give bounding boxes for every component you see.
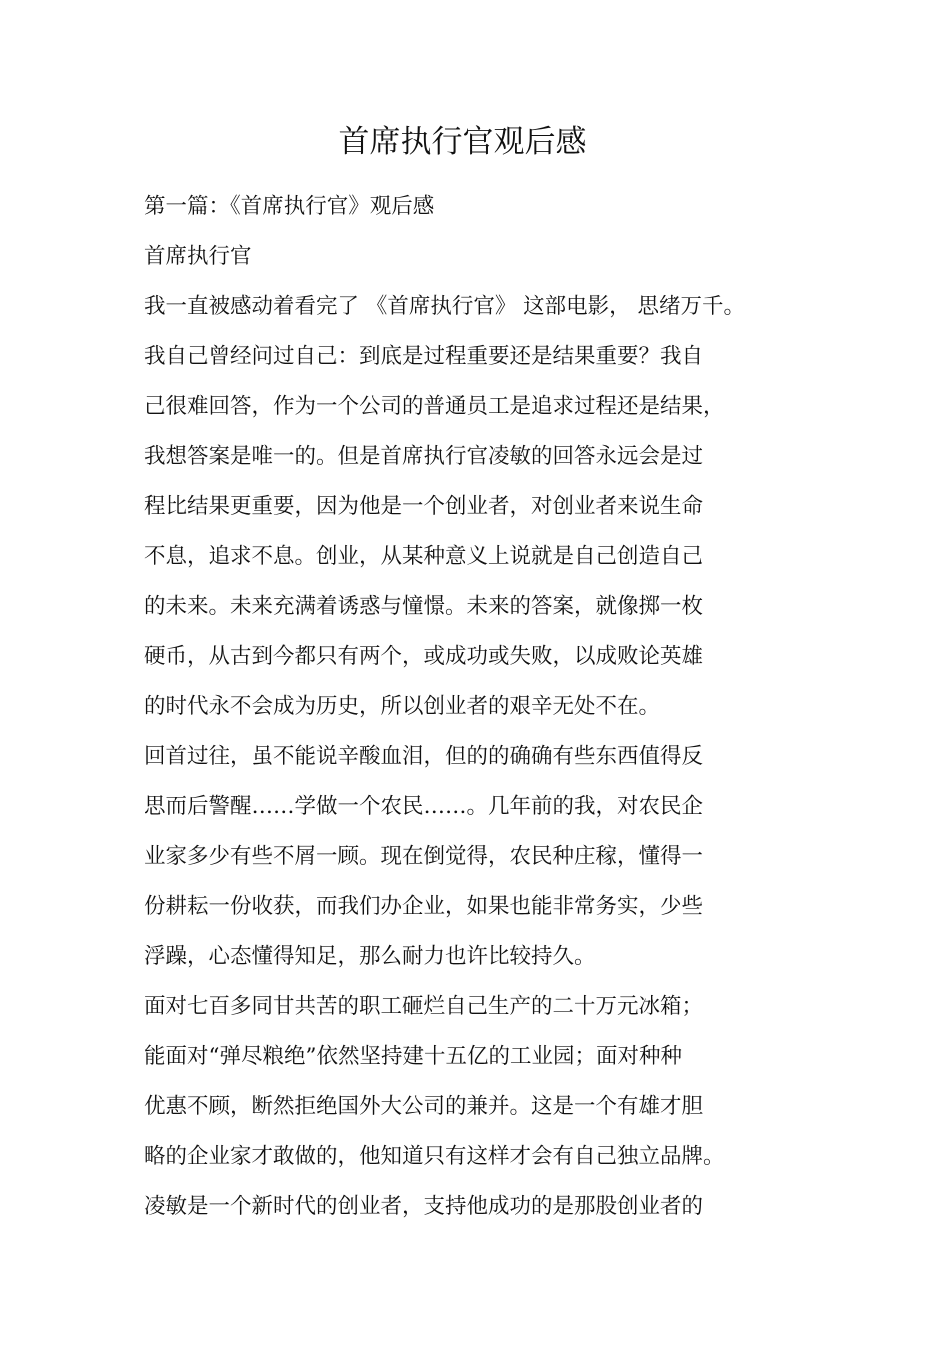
- body-line: 我自己曾经问过自己：到底是过程重要还是结果重要？我自: [144, 344, 704, 369]
- body-line: 硬币，从古到今都只有两个，或成功或失败，以成败论英雄: [144, 644, 704, 669]
- body-line: 面对七百多同甘共苦的职工砸烂自己生产的二十万元冰箱；: [144, 994, 704, 1019]
- body-line: 凌敏是一个新时代的创业者，支持他成功的是那股创业者的: [144, 1194, 704, 1219]
- body-line: 我想答案是唯一的。但是首席执行官凌敏的回答永远会是过: [144, 444, 704, 469]
- body-line: 程比结果更重要，因为他是一个创业者，对创业者来说生命: [144, 494, 704, 519]
- body-line: 的时代永不会成为历史，所以创业者的艰辛无处不在。: [144, 694, 661, 719]
- body-line: 优惠不顾，断然拒绝国外大公司的兼并。这是一个有雄才胆: [144, 1094, 704, 1119]
- body-line: 不息，追求不息。创业，从某种意义上说就是自己创造自己: [144, 544, 704, 569]
- body-line: 能面对“弹尽粮绝”依然坚持建十五亿的工业园；面对种种: [144, 1044, 682, 1069]
- body-line: 份耕耘一份收获，而我们办企业，如果也能非常务实，少些: [144, 894, 704, 919]
- subtitle-line: 第一篇：《首席执行官》观后感: [144, 194, 435, 219]
- body-line: 己很难回答，作为一个公司的普通员工是追求过程还是结果，: [144, 394, 725, 419]
- body-line: 我一直被感动着看完了 《首席执行官》 这部电影， 思绪万千。: [144, 294, 746, 319]
- body-line: 回首过往，虽不能说辛酸血泪，但的的确确有些东西值得反: [144, 744, 704, 769]
- body-line: 思而后警醒……学做一个农民……。几年前的我，对农民企: [144, 794, 704, 819]
- section-heading: 首席执行官: [144, 244, 252, 269]
- body-line: 业家多少有些不屑一顾。现在倒觉得，农民种庄稼，懂得一: [144, 844, 704, 869]
- body-line: 略的企业家才敢做的，他知道只有这样才会有自己独立品牌。: [144, 1144, 725, 1169]
- document-body: [144, 182, 804, 1232]
- body-line: 浮躁，心态懂得知足，那么耐力也许比较持久。: [144, 944, 596, 969]
- document-title: 首席执行官观后感: [338, 124, 587, 160]
- body-line: 的未来。未来充满着诱惑与憧憬。未来的答案，就像掷一枚: [144, 594, 704, 619]
